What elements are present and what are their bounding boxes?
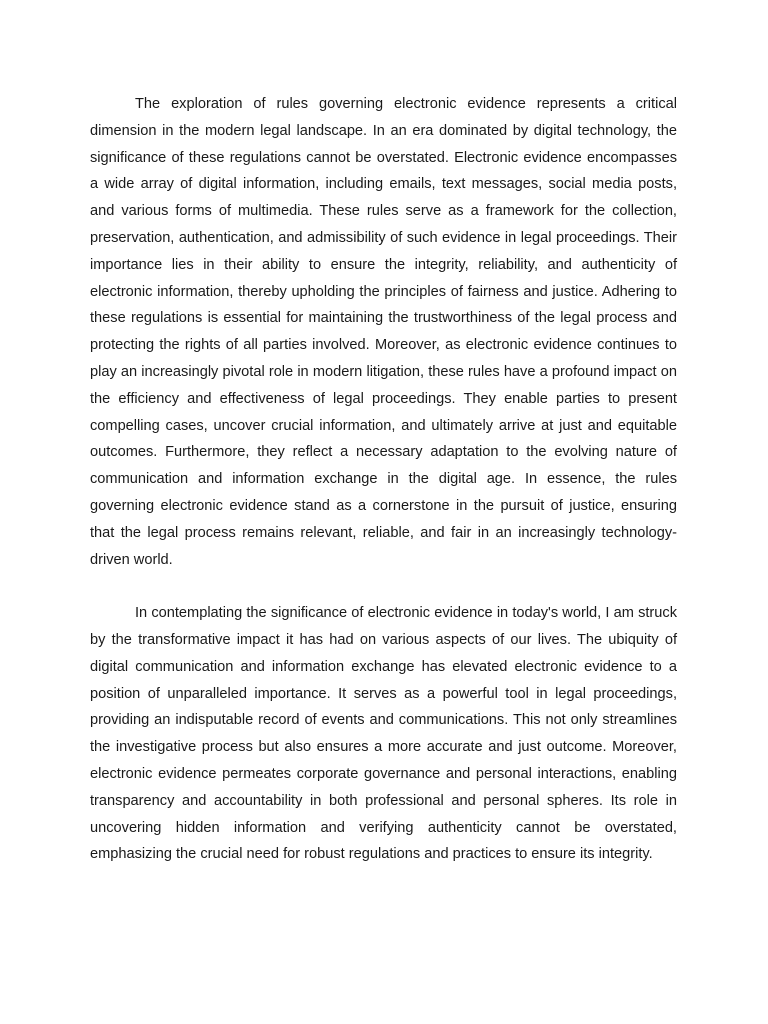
paragraph-significance-reflection: In contemplating the significance of electronic evidence in today's world, I am struck by the transformative impact it has had on various aspects of our lives. The ubiquity of digital communication and information exchange has elevated electronic evidence to a position of unparalleled importance. It serves as a powerful tool in legal proceedings, providing an indisputable record of events and communications. This not only streamlines the investigative process but also ensures a more accurate and just outcome. Moreover, electronic evidence permeates corporate governance and personal interactions, enabling transparency and accountability in both professional and personal spheres. Its role in uncovering hidden information and verifying authenticity cannot be overstated, emphasizing the crucial need for robust regulations and practices to ensure its integrity.: [90, 605, 677, 863]
paragraph-electronic-evidence-rules: The exploration of rules governing electronic evidence represents a critical dimension in the modern legal landscape. In an era dominated by digital technology, the significance of these regulations cannot be overstated. Electronic evidence encompasses a wide array of digital information, including emails, text messages, social media posts, and various forms of multimedia. These rules serve as a framework for the collection, preservation, authentication, and admissibility of such evidence in legal proceedings. Their importance lies in their ability to ensure the integrity, reliability, and authenticity of electronic information, thereby upholding the principles of fairness and justice. Adhering to these regulations is essential for maintaining the trustworthiness of the legal process and protecting the rights of all parties involved. Moreover, as electronic evidence continues to play an increasingly pivotal role in modern litigation, these rules have a profound impact on the efficiency and effectiveness of legal proceedings. They enable parties to present compelling cases, uncover crucial information, and ultimately arrive at just and equitable outcomes. Furthermore, they reflect a necessary adaptation to the evolving nature of communication and information exchange in the digital age. In essence, the rules governing electronic evidence stand as a cornerstone in the pursuit of justice, ensuring that the legal process remains relevant, reliable, and fair in an increasingly technology-driven world.: [90, 96, 677, 568]
document-body: [90, 91, 677, 868]
